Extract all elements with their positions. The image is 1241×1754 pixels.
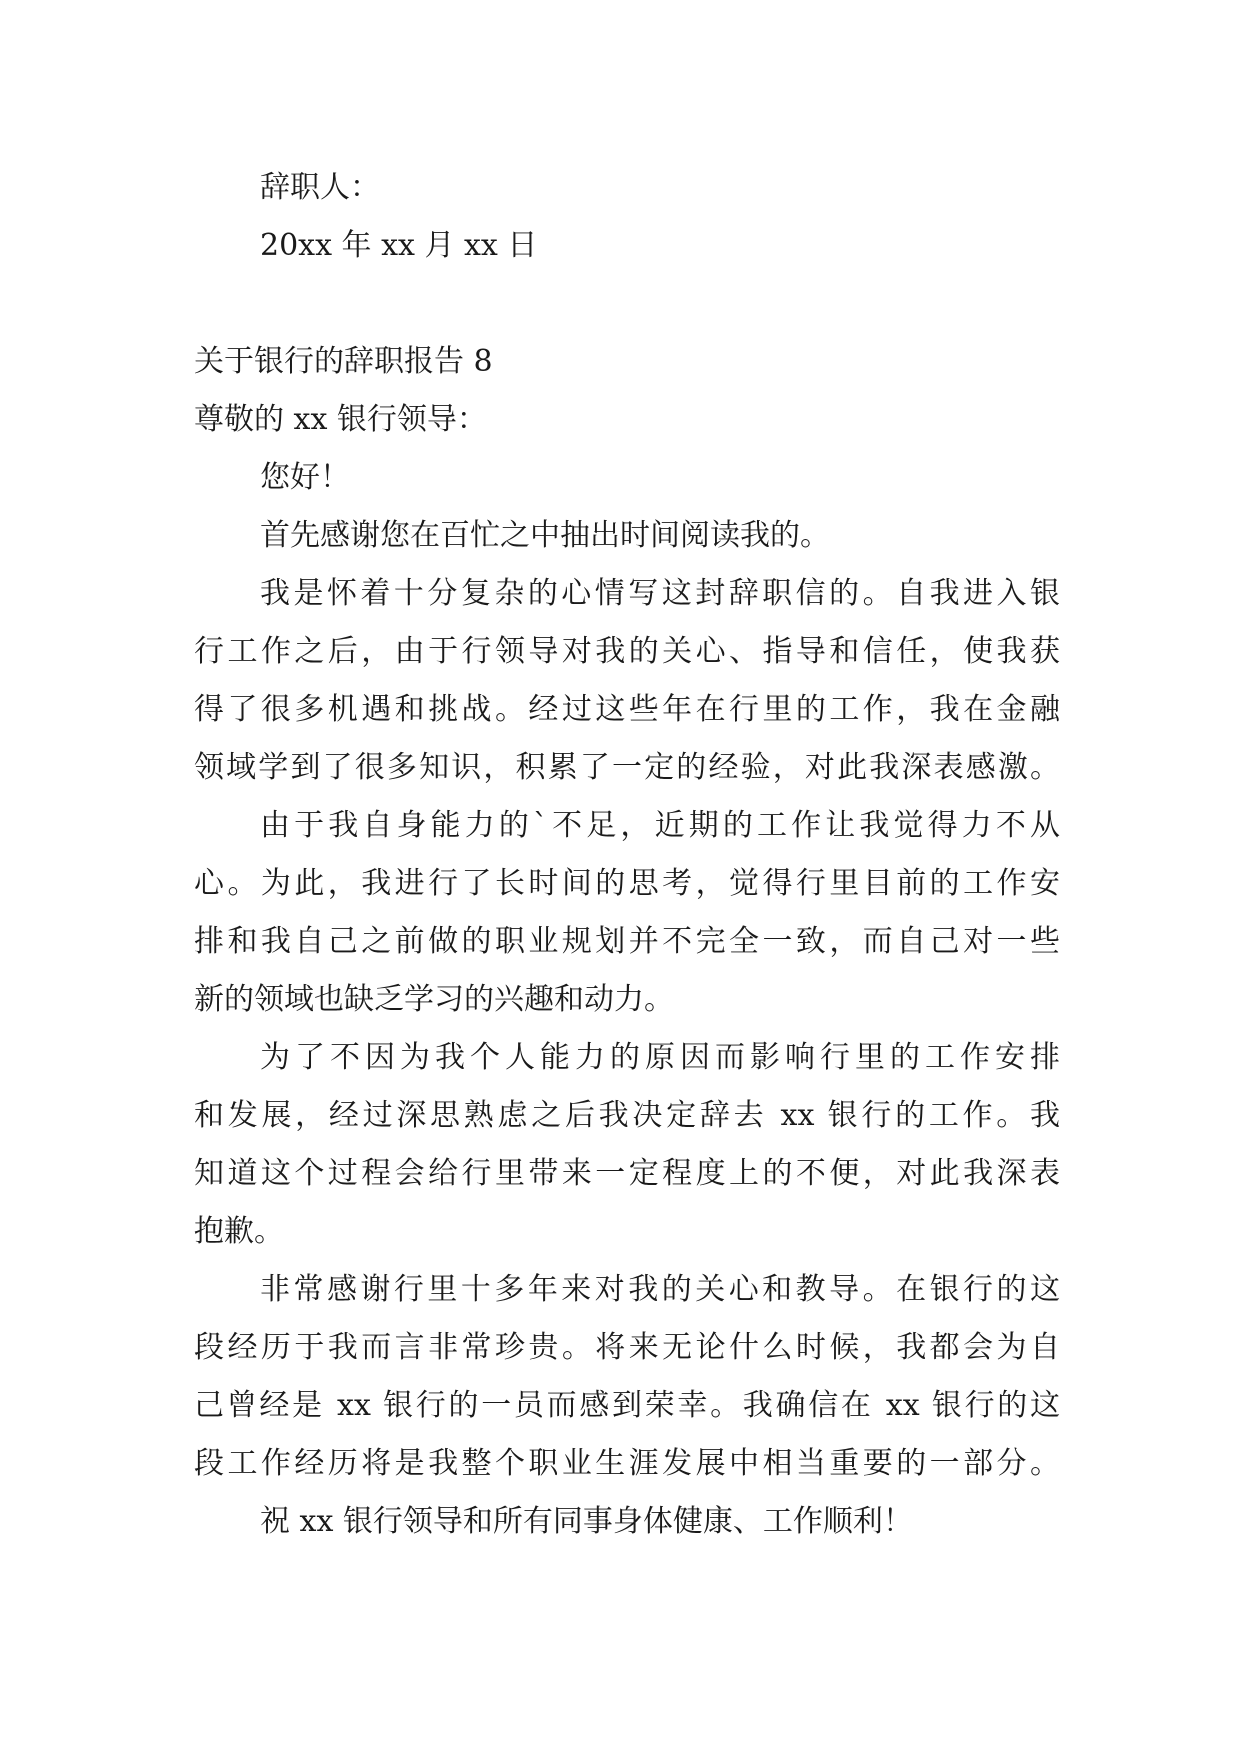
paragraph-line: 领域学到了很多知识，积累了一定的经验，对此我深表感激。 (194, 750, 1060, 785)
paragraph-line: 新的领域也缺乏学习的兴趣和动力。 (194, 982, 674, 1017)
paragraph-line: 祝 xx 银行领导和所有同事身体健康、工作顺利！ (260, 1504, 913, 1539)
letter-title: 关于银行的辞职报告 8 (194, 344, 493, 379)
paragraph-line: 知道这个过程会给行里带来一定程度上的不便，对此我深表 (194, 1156, 1060, 1191)
paragraph-line: 首先感谢您在百忙之中抽出时间阅读我的。 (260, 518, 830, 553)
paragraph-line: 段工作经历将是我整个职业生涯发展中相当重要的一部分。 (194, 1446, 1060, 1481)
paragraph-line: 我是怀着十分复杂的心情写这封辞职信的。自我进入银 (260, 576, 1060, 611)
paragraph-line: 己曾经是 xx 银行的一员而感到荣幸。我确信在 xx 银行的这 (194, 1388, 1060, 1423)
paragraph-line: 段经历于我而言非常珍贵。将来无论什么时候，我都会为自 (194, 1330, 1060, 1365)
paragraph-line: 非常感谢行里十多年来对我的关心和教导。在银行的这 (260, 1272, 1060, 1307)
paragraph-line: 抱歉。 (194, 1214, 284, 1249)
paragraph-line: 和发展，经过深思熟虑之后我决定辞去 xx 银行的工作。我 (194, 1098, 1060, 1133)
paragraph-line: 心。为此，我进行了长时间的思考，觉得行里目前的工作安 (194, 866, 1060, 901)
paragraph-line: 为了不因为我个人能力的原因而影响行里的工作安排 (260, 1040, 1060, 1075)
paragraph-line: 行工作之后，由于行领导对我的关心、指导和信任，使我获 (194, 634, 1060, 669)
resigner-label: 辞职人： (260, 170, 380, 205)
salutation: 尊敬的 xx 银行领导： (194, 402, 487, 437)
paragraph-line: 由于我自身能力的`不足，近期的工作让我觉得力不从 (260, 808, 1060, 843)
signature-date: 20xx 年 xx 月 xx 日 (260, 228, 538, 263)
greeting: 您好！ (260, 460, 350, 495)
paragraph-line: 得了很多机遇和挑战。经过这些年在行里的工作，我在金融 (194, 692, 1060, 727)
paragraph-line: 排和我自己之前做的职业规划并不完全一致，而自己对一些 (194, 924, 1060, 959)
